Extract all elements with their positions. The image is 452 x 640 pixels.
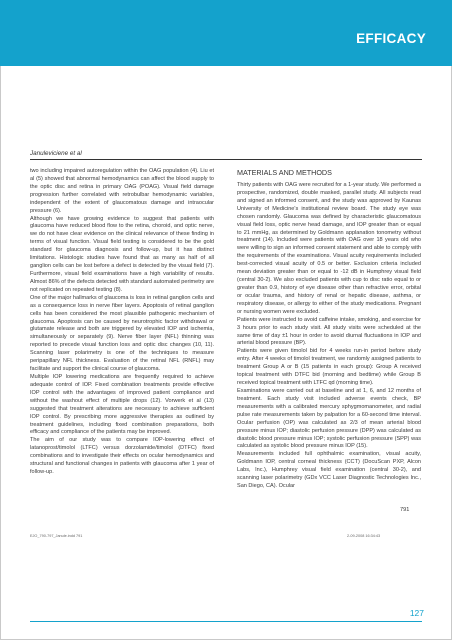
section-heading: MATERIALS AND METHODS: [237, 168, 332, 177]
bottom-divider: [30, 621, 422, 622]
right-column: [237, 168, 421, 491]
body-paragraph: Multiple IOP lowering medications are frequently required to achieve adequate control of IOP. Fixed combination treatments provide effective IOP control with the advantages of improved patient compliance and without the washout effect of multiple drops (12). Vorwerk et al (13) suggested that treatment alterations are necessary to achieve sufficient IOP control. By prescribing more aggressive therapies as outlined by treatment guidelines, including fixed combination preparations, both efficacy and compliance of the patients may be improved.: [30, 373, 214, 436]
body-paragraph: Although we have growing evidence to suggest that patients with glaucoma have reduced blood flow to the retina, choroid, and optic nerve, we do not have clear evidence on the clinical relevance of these finding in terms of visual function. Visual field testing is considered to be the gold standard for glaucoma diagnosis and follow-up, but it has distinct limitations. Histologic studies have found that as many as half of all ganglion cells can be lost before a defect is detected by the visual field (7). Furthermore, visual field examinations have a high variability of results. Almost 86% of the defects detected with standard automated perimetry are not replicated on repeated testing (8).: [30, 215, 214, 293]
left-column: [30, 168, 214, 477]
body-paragraph: The aim of our study was to compare IOP-lowering effect of latanoprost/timolol (LTFC) versus dorzolamide/timolol (DTFC) fixed combinations and to investigate their effects on ocular hemodynamics and structural and functional changes in patients with glaucoma after 1 year of follow-up.: [30, 437, 214, 476]
header-bar: [0, 0, 452, 66]
author-divider: [30, 159, 422, 160]
body-paragraph: Thirty patients with OAG were recruited for a 1-year study. We performed a prospective, randomized, double masked, parallel study. All subjects read and signed an informed consent, and the study was approved by Kaunas University of Medicine's institutional review board. The study eye was chosen randomly. Glaucoma was defined by characteristic glaucomatous visual field loss, optic nerve head damage, and IOP greater than or equal to 21 mmHg, as determined by Goldmann applanation tonometry without treatment (14). Included were patients with OAG over 18 years old who were willing to sign an informed consent statement and able to comply with the requirements of the examinations. Visual acuity requirements included best-corrected visual acuity of 0.5 or better. Exclusion criteria included mean deviation greater than or equal to -12 dB in Humphrey visual field (central 30-2). We also excluded patients with cup to disc ratio equal to or greater than 0.9, history of eye disease other than refractive error, orbital or ocular trauma, and history of renal or hepatic disease, asthma, or respiratory disease, or allergy to either of the study medications. Pregnant or nursing women were excluded.: [237, 182, 421, 315]
body-paragraph: two including impaired autoregulation within the OAG population (4). Liu et al (5) showed that abnormal hemodynamics can affect the blood supply to the optic disc and retina in primary OAG (POAG). Visual field damage progression further correlated with retrobulbar hemodynamic variables, independent of the extent of glaucomatous damage and intraocular pressure (6).: [30, 168, 214, 214]
body-paragraph: Measurements included full ophthalmic examination, visual acuity, Goldmann IOP, central corneal thickness (CCT) (DocuScan PXP, Alcon Labs, Inc.), Humphrey visual field examination (central 30-2), and scanning laser polarimetry (GDx VCC Laser Diagnostic Technologies Inc., San Diego, CA). Ocular: [237, 451, 421, 490]
section-title: EFFICACY: [356, 31, 426, 46]
running-author: Januleviciene et al: [30, 150, 82, 157]
print-slug-file: EJO_790-797_Janule.indd 791: [30, 534, 83, 538]
body-paragraph: Examinations were carried out at baseline and at 1, 6, and 12 months of treatment. Each study visit included adverse events check, BP measurements with a calibrated mercury sphygmomanometer, and radial pulse rate measurements taken by palpation for a 60-second time interval. Ocular perfusion (OP) was calculated as 2/3 of mean arterial blood pressure minus IOP; diastolic perfusion pressure (DPP) was calculated as diastolic blood pressure minus IOP; systolic perfusion pressure (SPP) was calculated as systolic blood pressure minus IOP (15).: [237, 387, 421, 450]
body-paragraph: Patients were given timolol bid for 4 weeks run-in period before study entry. After 4 weeks of timolol treatment, we randomly assigned patients to treatment Group A or B (15 patients in each group): Group A received topical treatment with DTFC bid (morning and bedtime) while Group B received topical treatment with LTFC qd (morning time).: [237, 348, 421, 387]
folio-number: 127: [409, 608, 424, 618]
body-paragraph: Patients were instructed to avoid caffeine intake, smoking, and exercise for 3 hours prior to each study visit. All study visits were scheduled at the same time of day ±1 hour in order to avoid diurnal fluctuations in IOP and arterial blood pressure (BP).: [237, 316, 421, 347]
page-number: 791: [400, 507, 410, 513]
body-paragraph: One of the major hallmarks of glaucoma is loss in retinal ganglion cells and as a consequence loss in nerve fiber layers. Apoptosis of retinal ganglion cells has been considered the most plausible pathogenic mechanism of glaucoma. Apoptosis can be caused by neurotrophic factor withdrawal or glutamate release and both are triggered by elevated IOP and ischemia, simultaneously or separately (9). Nerve fiber layer (NFL) thinning was reported to precede visual function loss and optic disc changes (10, 11). Scanning laser polarimetry is one of the techniques to measure peripapillary NFL thickness. Evaluation of the retinal NFL (RNFL) may facilitate and support the clinical course of glaucoma.: [30, 294, 214, 373]
print-slug-date: 2-09-2008 16:34:43: [347, 534, 381, 538]
